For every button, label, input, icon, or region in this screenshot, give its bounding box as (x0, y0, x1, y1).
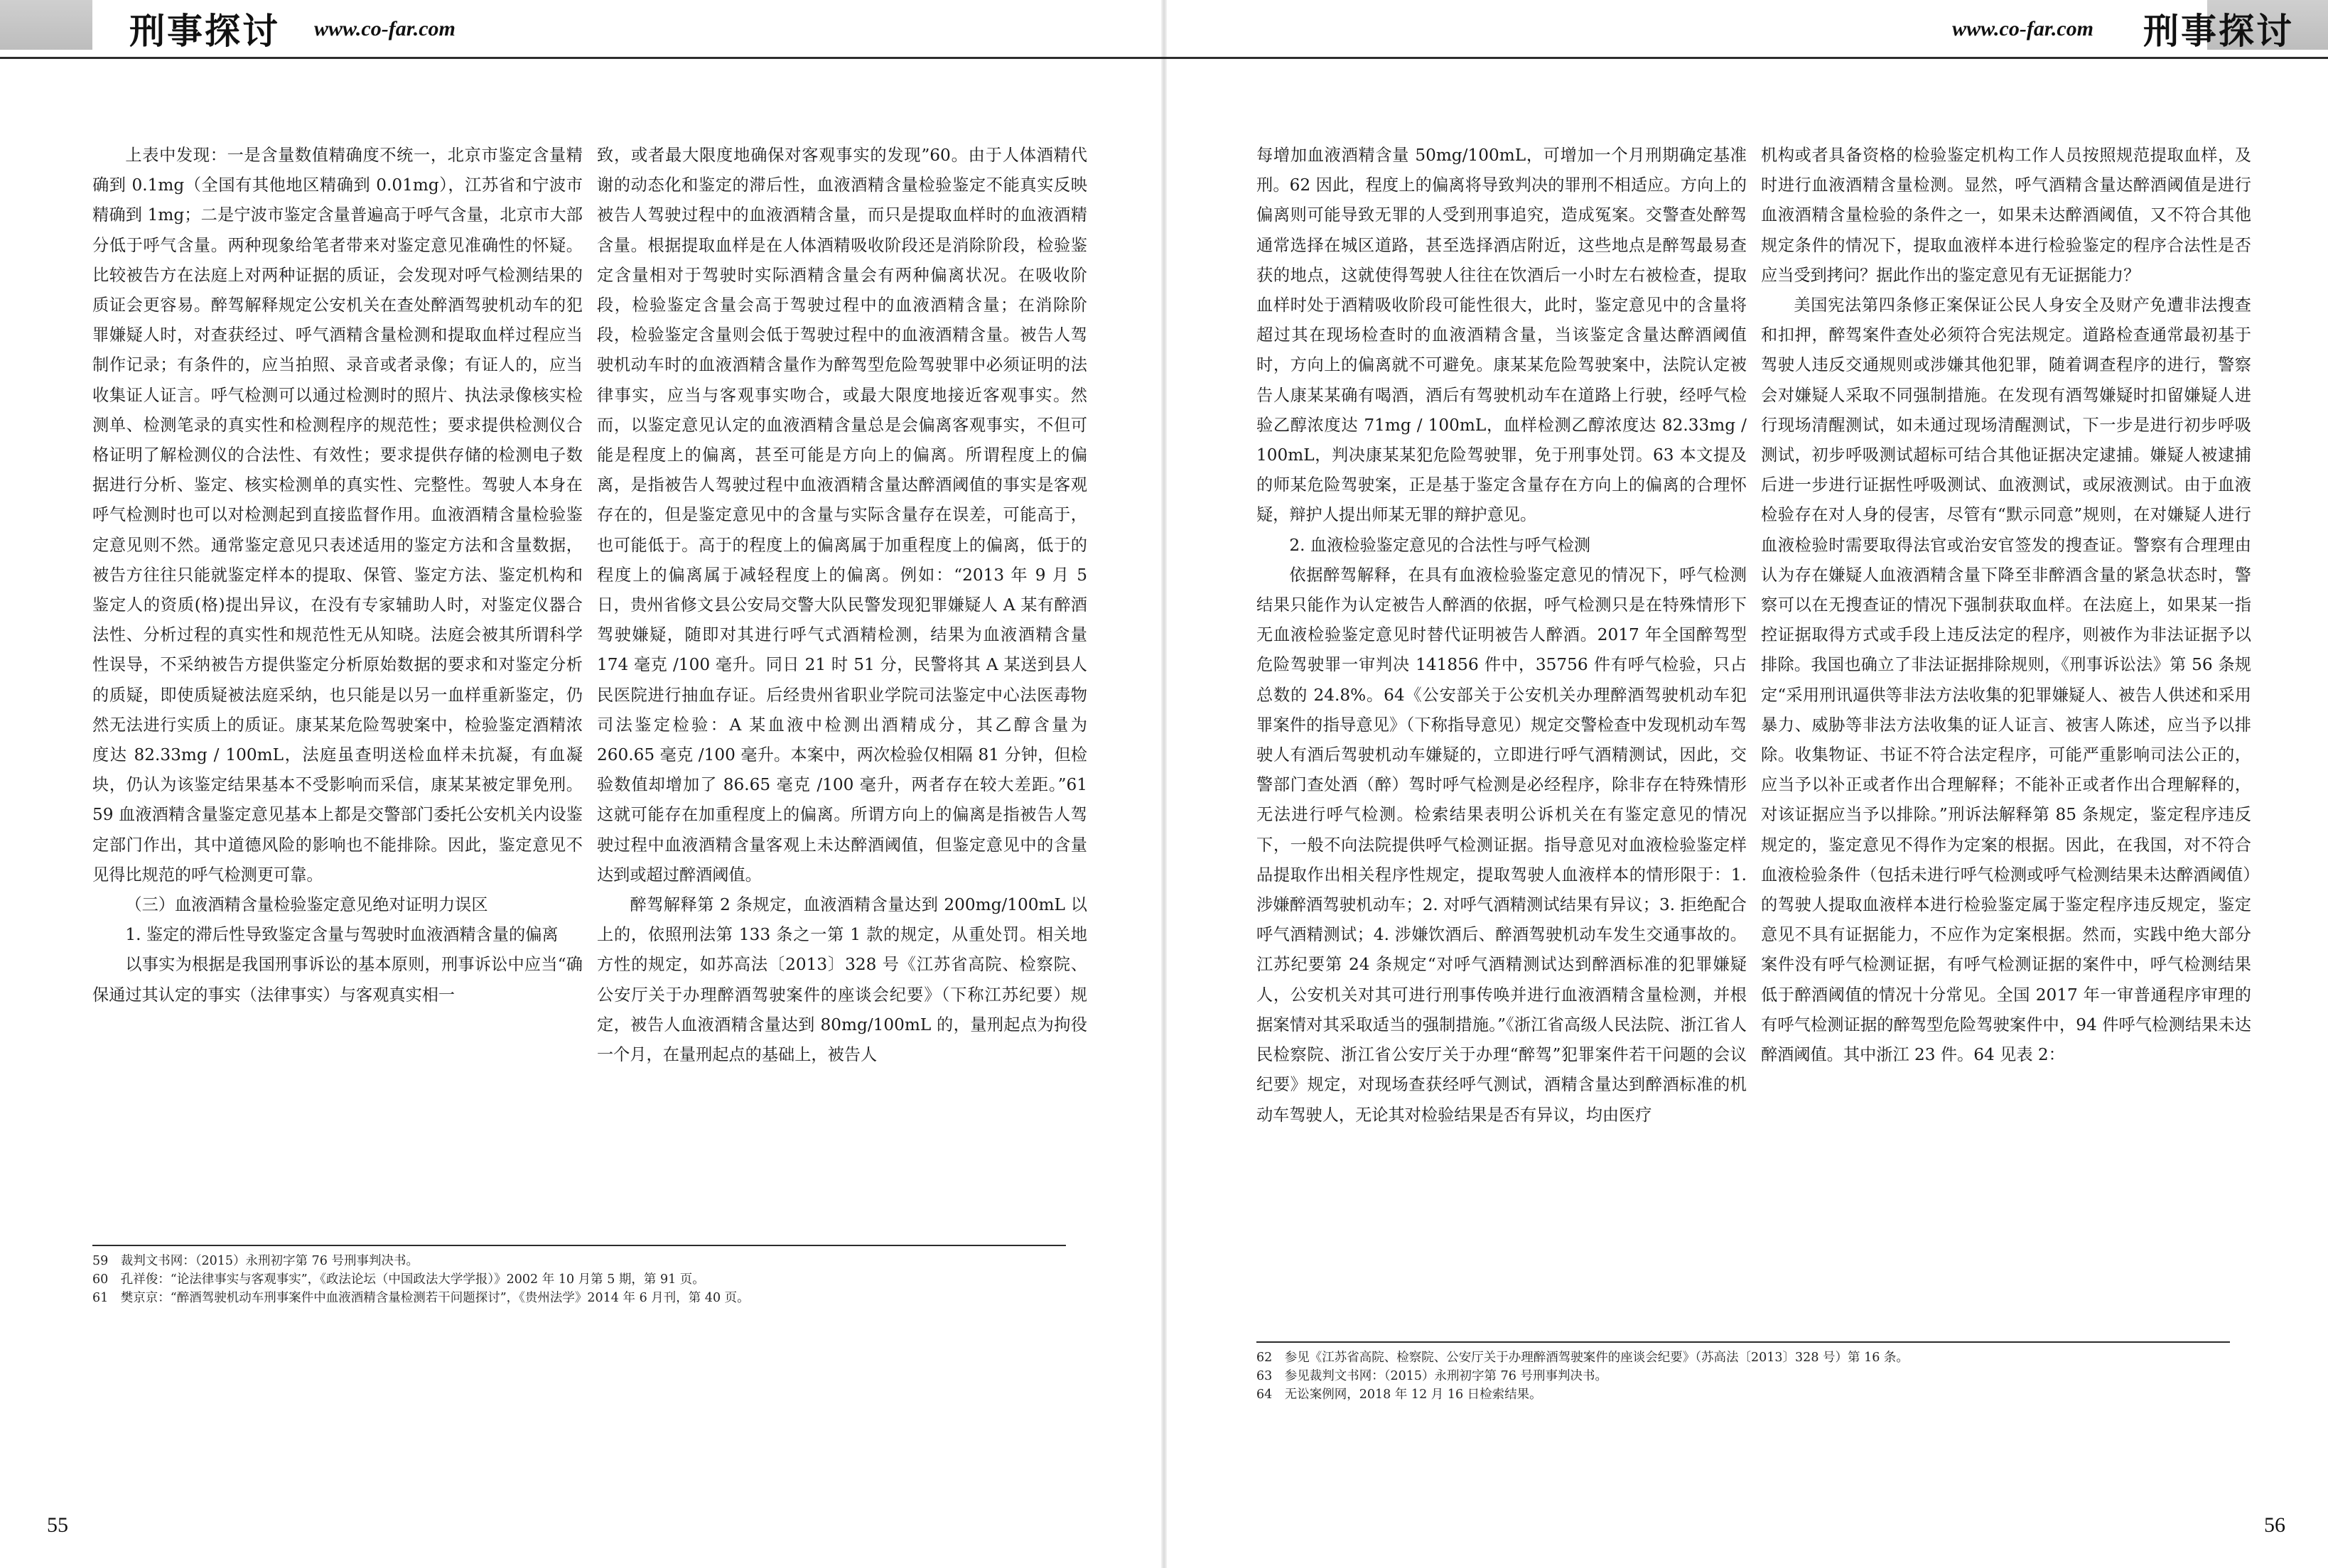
right-page (1164, 0, 2328, 1568)
subsection-heading: 2. 血液检验鉴定意见的合法性与呼气检测 (1289, 535, 1591, 555)
paragraph: 致，或者最大限度地确保对客观事实的发现”60。由于人体酒精代谢的动态化和鉴定的滞后性，血液酒精含量检验鉴定不能真实反映被告人驾驶过程中的血液酒精含量，而只是提取血样时的血液酒精含量。根据提取血样是在人体酒精吸收阶段还是消除阶段，检验鉴定含量相对于驾驶时实际酒精含量会有两种偏离状况。在吸收阶段，检验鉴定含量会高于驾驶过程中的血液酒精含量；在消除阶段，检验鉴定含量则会低于驾驶过程中的血液酒精含量。被告人驾驶机动车时的血液酒精含量作为醉驾型危险驾驶罪中必须证明的法律事实，应当与客观事实吻合，或最大限度地接近客观事实。然而，以鉴定意见认定的血液酒精含量总是会偏离客观事实，不但可能是程度上的偏离，甚至可能是方向上的偏离。所谓程度上的偏离，是指被告人驾驶过程中血液酒精含量达醉酒阈值的事实是客观存在的，但是鉴定意见中的含量与实际含量存在误差，可能高于，也可能低于。高于的程度上的偏离属于加重程度上的偏离，低于的程度上的偏离属于减轻程度上的偏离。例如：“2013 年 9 月 5 日，贵州省修文县公安局交警大队民警发现犯罪嫌疑人 A 某有醉酒驾驶嫌疑，随即对其进行呼气式酒精检测，结果为血液酒精含量 174 毫克 /100 毫升。同日 21 时 51 分，民警将其 A 某送到县人民医院进行抽血存证。后经贵州省职业学院司法鉴定中心法医毒物司法鉴定检验：A 某血液中检测出酒精成分，其乙醇含量为 260.65 毫克 /100 毫升。本案中，两次检验仅相隔 81 分钟，但检验数值却增加了 86.65 毫克 /100 毫升，两者存在较大差距。”61 这就可能存在加重程度上的偏离。所谓方向上的偏离是指被告人驾驶过程中血液酒精含量客观上未达醉酒阈值，但鉴定意见中的含量达到或超过醉酒阈值。 (597, 146, 1087, 885)
footnote-rule (1256, 1341, 2230, 1343)
paragraph: 机构或者具备资格的检验鉴定机构工作人员按照规范提取血样，及时进行血液酒精含量检测。显然，呼气酒精含量达醉酒阈值是进行血液酒精含量检验的条件之一，如果未达醉酒阈值，又不符合其他规定条件的情况下，提取血液样本进行检验鉴定的程序合法性是否应当受到拷问？据此作出的鉴定意见有无证据能力？ (1761, 146, 2251, 285)
footnote: 59 裁判文书网：（2015）永刑初字第 76 号刑事判决书。 (92, 1254, 419, 1268)
magazine-url: www.co-far.com (314, 17, 456, 40)
paragraph: 依据醉驾解释，在具有血液检验鉴定意见的情况下，呼气检测结果只能作为认定被告人醉酒的依据，呼气检测只是在特殊情形下无血液检验鉴定意见时替代证明被告人醉酒。2017 年全国醉驾型危险驾驶罪一审判决 141856 件中，35756 件有呼气检验，只占总数的 24.8%。64《公安部关于公安机关办理醉酒驾驶机动车犯罪案件的指导意见》（下称指导意见）规定交警检查中发现机动车驾驶人有酒后驾驶机动车嫌疑的，立即进行呼气酒精测试，因此，交警部门查处酒（醉）驾时呼气检测是必经程序，除非存在特殊情形无法进行呼气检测。检索结果表明公诉机关在有鉴定意见的情况下，一般不向法院提供呼气检测证据。指导意见对血液检验鉴定样品提取作出相关程序性规定，提取驾驶人血液样本的情形限于：1. 涉嫌醉酒驾驶机动车；2. 对呼气酒精测试结果有异议；3. 拒绝配合呼气酒精测试；4. 涉嫌饮酒后、醉酒驾驶机动车发生交通事故的。江苏纪要第 24 条规定“对呼气酒精测试达到醉酒标准的犯罪嫌疑人，公安机关对其可进行刑事传唤并进行血液酒精含量检测，并根据案情对其采取适当的强制措施。”《浙江省高级人民法院、浙江省人民检察院、浙江省公安厅关于办理“醉驾”犯罪案件若干问题的会议纪要》规定，对现场查获经呼气测试，酒精含量达到醉酒标准的机动车驾驶人，无论其对检验结果是否有异议，均由医疗 (1256, 565, 1747, 1125)
paragraph: 美国宪法第四条修正案保证公民人身安全及财产免遭非法搜查和扣押，醉驾案件查处必须符合宪法规定。道路检查通常最初基于驾驶人违反交通规则或涉嫌其他犯罪，随着调查程序的进行，警察会对嫌疑人采取不同强制措施。在发现有酒驾嫌疑时扣留嫌疑人进行现场清醒测试，如未通过现场清醒测试，下一步是进行初步呼吸测试，初步呼吸测试超标可结合其他证据决定逮捕。嫌疑人被逮捕后进一步进行证据性呼吸测试、血液测试，或尿液测试。由于血液检验存在对人身的侵害，尽管有“默示同意”规则，在对嫌疑人进行血液检验时需要取得法官或治安官签发的搜查证。警察有合理理由认为存在嫌疑人血液酒精含量下降至非醉酒含量的紧急状态时，警察可以在无搜查证的情况下强制获取血样。在法庭上，如果某一指控证据取得方式或手段上违反法定的程序，则被作为非法证据予以排除。我国也确立了非法证据排除规则，《刑事诉讼法》第 56 条规定“采用刑讯逼供等非法方法收集的犯罪嫌疑人、被告人供述和采用暴力、威胁等非法方法收集的证人证言、被害人陈述，应当予以排除。收集物证、书证不符合法定程序，可能严重影响司法公正的，应当予以补正或者作出合理解释；不能补正或者作出合理解释的，对该证据应当予以排除。”刑诉法解释第 85 条规定，鉴定程序违反规定的，鉴定意见不得作为定案的根据。因此，在我国，对不符合血液检验条件（包括未进行呼气检测或呼气检测结果未达醉酒阈值）的驾驶人提取血液样本进行检验鉴定属于鉴定程序违反规定，鉴定意见不具有证据能力，不应作为定案根据。然而，实践中绝大部分案件没有呼气检测证据，有呼气检测证据的案件中，呼气检测结果低于醉酒阈值的情况十分常见。全国 2017 年一审普通程序审理的有呼气检测证据的醉驾型危险驾驶案件中，94 件呼气检测结果未达醉酒阈值。其中浙江 23 件。64 见表 2： (1761, 296, 2251, 1065)
right-footnotes (1256, 1348, 1909, 1404)
right-page-header (1164, 0, 2328, 60)
magazine-title: 刑事探讨 (129, 11, 280, 52)
footnote: 63 参见裁判文书网：（2015）永刑初字第 76 号刑事判决书。 (1256, 1369, 1607, 1383)
footnote-rule (92, 1245, 1066, 1246)
paragraph: 以事实为根据是我国刑事诉讼的基本原则，刑事诉讼中应当“确保通过其认定的事实（法律事实）与客观真实相一 (92, 955, 583, 1005)
magazine-url: www.co-far.com (1952, 17, 2093, 40)
footnote: 62 参见《江苏省高院、检察院、公安厅关于办理醉酒驾驶案件的座谈会纪要》（苏高法〔2013〕328 号）第 16 条。 (1256, 1351, 1909, 1365)
left-column-2 (597, 141, 1087, 1235)
section-heading: （三）血液酒精含量检验鉴定意见绝对证明力误区 (125, 895, 488, 915)
header-rule (1164, 57, 2328, 59)
paragraph: 上表中发现：一是含量数值精确度不统一，北京市鉴定含量精确到 0.1mg（全国有其他地区精确到 0.01mg），江苏省和宁波市精确到 1mg；二是宁波市鉴定含量普遍高于呼气含量，北京市大部分低于呼气含量。两种现象给笔者带来对鉴定意见准确性的怀疑。比较被告方在法庭上对两种证据的质证，会发现对呼气检测结果的质证会更容易。醉驾解释规定公安机关在查处醉酒驾驶机动车的犯罪嫌疑人时，对查获经过、呼气酒精含量检测和提取血样过程应当制作记录；有条件的，应当拍照、录音或者录像；有证人的，应当收集证人证言。呼气检测可以通过检测时的照片、执法录像核实检测单、检测笔录的真实性和检测程序的规范性；要求提供检测仪合格证明了解检测仪的合法性、有效性；要求提供存储的检测电子数据进行分析、鉴定、核实检测单的真实性、完整性。驾驶人本身在呼气检测时也可以对检测起到直接监督作用。血液酒精含量检验鉴定意见则不然。通常鉴定意见只表述适用的鉴定方法和含量数据，被告方往往只能就鉴定样本的提取、保管、鉴定方法、鉴定机构和鉴定人的资质(格)提出异议，在没有专家辅助人时，对鉴定仪器合法性、分析过程的真实性和规范性无从知晓。法庭会被其所谓科学性误导，不采纳被告方提供鉴定分析原始数据的要求和对鉴定分析的质疑，即使质疑被法庭采纳，也只能是以另一血样重新鉴定，仍然无法进行实质上的质证。康某某危险驾驶案中，检验鉴定酒精浓度达 82.33mg / 100mL，法庭虽查明送检血样未抗凝，有血凝块，仍认为该鉴定结果基本不受影响而采信，康某某被定罪免刑。59 血液酒精含量鉴定意见基本上都是交警部门委托公安机关内设鉴定部门作出，其中道德风险的影响也不能排除。因此，鉴定意见不见得比规范的呼气检测更可靠。 (92, 146, 583, 885)
page-number: 55 (47, 1513, 68, 1537)
left-column-1 (92, 141, 583, 1235)
page-number: 56 (2264, 1513, 2285, 1537)
left-footnotes (92, 1252, 750, 1307)
header-shade (0, 0, 92, 50)
magazine-title: 刑事探讨 (2143, 11, 2294, 52)
left-page-header (0, 0, 1164, 60)
footnote: 60 孔祥俊：“论法律事实与客观事实”，《政法论坛（中国政法大学学报）》2002 年 10 月第 5 期，第 91 页。 (92, 1272, 705, 1287)
footnote: 64 无讼案例网，2018 年 12 月 16 日检索结果。 (1256, 1388, 1542, 1402)
footnote: 61 樊京京：“醉酒驾驶机动车刑事案件中血液酒精含量检测若干问题探讨”，《贵州法学》2014 年 6 月刊，第 40 页。 (92, 1291, 750, 1305)
header-rule (0, 57, 1164, 59)
subsection-heading: 1. 鉴定的滞后性导致鉴定含量与驾驶时血液酒精含量的偏离 (125, 925, 559, 945)
right-column-2 (1761, 141, 2251, 1320)
paragraph: 每增加血液酒精含量 50mg/100mL，可增加一个月刑期确定基准刑。62 因此，程度上的偏离将导致判决的罪刑不相适应。方向上的偏离则可能导致无罪的人受到刑事追究，造成冤案。交警查处醉驾通常选择在城区道路，甚至选择酒店附近，这些地点是醉驾最易查获的地点，这就使得驾驶人往往在饮酒后一小时左右被检查，提取血样时处于酒精吸收阶段可能性很大，此时，鉴定意见中的含量将超过其在现场检查时的血液酒精含量，当该鉴定含量达醉酒阈值时，方向上的偏离就不可避免。康某某危险驾驶案中，法院认定被告人康某某确有喝酒，酒后有驾驶机动车在道路上行驶，经呼气检验乙醇浓度达 71mg / 100mL，血样检测乙醇浓度达 82.33mg / 100mL，判决康某某犯危险驾驶罪，免于刑事处罚。63 本文提及的师某危险驾驶案，正是基于鉴定含量存在方向上的偏离的合理怀疑，辩护人提出师某无罪的辩护意见。 (1256, 146, 1747, 525)
right-column-1 (1256, 141, 1747, 1320)
paragraph: 醉驾解释第 2 条规定，血液酒精含量达到 200mg/100mL 以上的，依照刑法第 133 条之一第 1 款的规定，从重处罚。相关地方性的规定，如苏高法〔2013〕328 号《江苏省高院、检察院、公安厅关于办理醉酒驾驶案件的座谈会纪要》（下称江苏纪要）规定，被告人血液酒精含量达到 80mg/100mL 的，量刑起点为拘役一个月，在量刑起点的基础上，被告人 (597, 895, 1087, 1065)
